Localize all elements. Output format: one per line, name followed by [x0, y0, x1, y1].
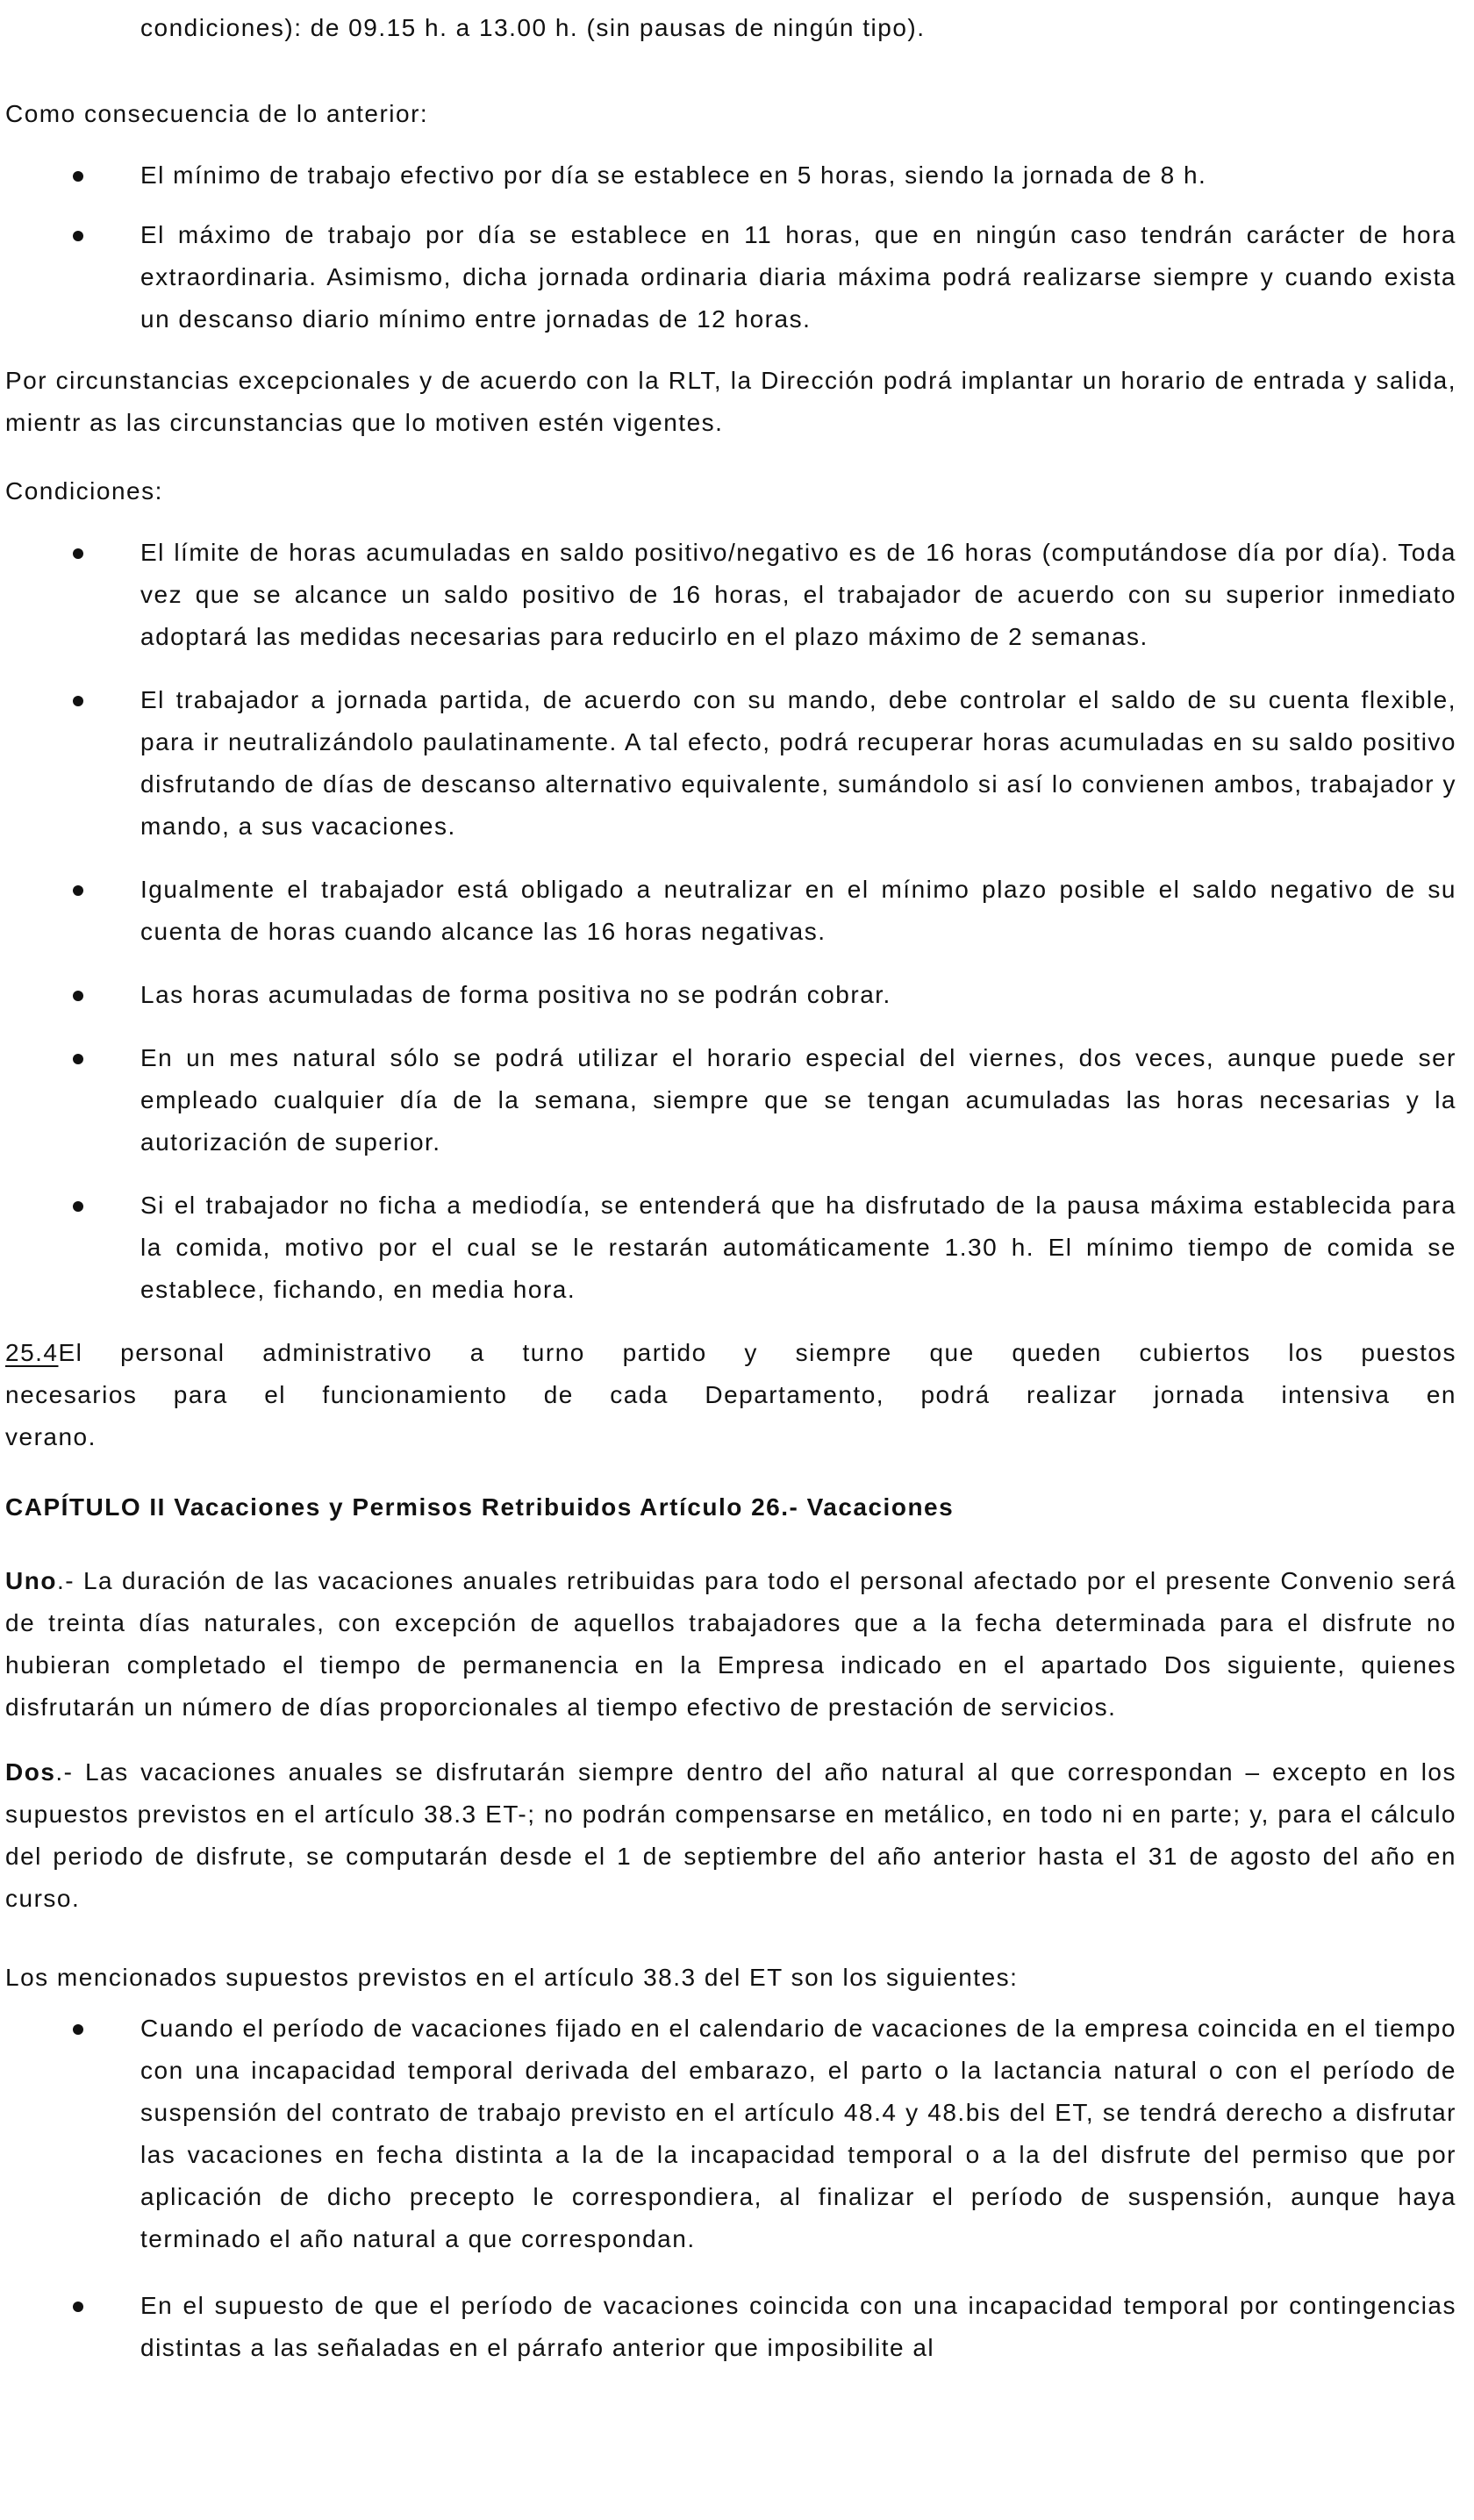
list-item — [140, 1037, 1456, 1163]
list-item-text: El trabajador a jornada partida, de acuerdo con su mando, debe controlar el saldo de su cuenta flexible, para ir neutralizándolo paulatinamente. A tal efecto, podrá recuperar horas acumuladas en su saldo positivo disfrutando de días de descanso alternativo equivalente, sumándolo si así lo convienen ambos, trabajador y mando, a sus vacaciones. — [140, 686, 1456, 840]
list-item-text: En un mes natural sólo se podrá utilizar el horario especial del viernes, dos veces, aunque puede ser empleado cualquier día de la semana, siempre que se tengan acumuladas las horas necesarias y la autorización de superior. — [140, 1044, 1456, 1156]
list-item — [140, 1185, 1456, 1311]
paragraph-25-4 — [5, 1332, 1456, 1458]
list-item — [140, 2285, 1456, 2369]
bullet-icon — [73, 231, 83, 241]
list-item-text: El máximo de trabajo por día se establece en 11 horas, que en ningún caso tendrán carácter de hora extraordinaria. Asimismo, dicha jornada ordinaria diaria máxima podrá realizarse siempre y cuando exista un descanso diario mínimo entre jornadas de 12 horas. — [140, 221, 1456, 333]
list-item — [140, 2008, 1456, 2260]
bullet-icon — [73, 991, 83, 1001]
list-item-text: Las horas acumuladas de forma positiva no se podrán cobrar. — [140, 981, 891, 1008]
paragraph-text: .- La duración de las vacaciones anuales retribuidas para todo el personal afectado por el presente Convenio será de treinta días naturales, con excepción de aquellos trabajadores que a la fecha determinada para el disfrute no hubieran completado el tiempo de permanencia en la Empresa indicado en el apartado Dos siguiente, quienes disfrutarán un número de días proporcionales al tiempo efectivo de prestación de servicios. — [5, 1567, 1456, 1721]
list-item-text: En el supuesto de que el período de vacaciones coincida con una incapacidad temporal por contingencias distintas a las señaladas en el párrafo anterior que imposibilite al — [140, 2292, 1456, 2361]
list-item — [140, 154, 1456, 197]
list-item-text: El límite de horas acumuladas en saldo positivo/negativo es de 16 horas (computándose día por día). Toda vez que se alcance un saldo positivo de 16 horas, el trabajador de acuerdo con su superior inmediato adoptará las medidas necesarias para reducirlo en el plazo máximo de 2 semanas. — [140, 539, 1456, 650]
bullet-icon — [73, 2024, 83, 2035]
bullet-icon — [73, 1054, 83, 1064]
bullet-icon — [73, 171, 83, 182]
list-item — [140, 214, 1456, 340]
paragraph-uno — [5, 1560, 1456, 1729]
paragraph-intro: Como consecuencia de lo anterior: — [5, 100, 429, 127]
bullet-icon — [73, 1201, 83, 1212]
paragraph-lead: Dos — [5, 1758, 56, 1786]
list-item-text: Si el trabajador no ficha a mediodía, se entenderá que ha disfrutado de la pausa máxima establecida para la comida, motivo por el cual se le restarán automáticamente 1.30 h. El mínimo tiempo de comida se establece, fichando, en media hora. — [140, 1192, 1456, 1303]
list-item-text: Cuando el período de vacaciones fijado en el calendario de vacaciones de la empresa coincida en el tiempo con una incapacidad temporal derivada del embarazo, el parto o la lactancia natural o con el período de suspensión del contrato de trabajo previsto en el artículo 48.4 y 48.bis del ET, se tendrá derecho a disfrutar las vacaciones en fecha distinta a la de la incapacidad temporal o a la del disfrute del permiso que por aplicación de dicho precepto le correspondiera, al finalizar el período de suspensión, aunque haya terminado el año natural a que correspondan. — [140, 2015, 1456, 2252]
document-page — [5, 7, 1456, 2369]
clause-text: El personal administrativo a turno partido y siempre que queden cubiertos los puestos necesarios para el funcionamiento de cada Departamento, podrá realizar jornada intensiva en verano. — [5, 1339, 1456, 1450]
bullet-list-condiciones — [5, 532, 1456, 1311]
paragraph-supuestos: Los mencionados supuestos previstos en el artículo 38.3 del ET son los siguientes: — [5, 1964, 1019, 1991]
list-item — [140, 532, 1456, 658]
clause-number: 25.4 — [5, 1339, 59, 1366]
bullet-list-supuestos — [5, 2008, 1456, 2369]
list-item — [140, 679, 1456, 848]
bullet-list-jornada — [5, 154, 1456, 340]
paragraph-text: .- Las vacaciones anuales se disfrutarán siempre dentro del año natural al que correspondan – excepto en los supuestos previstos en el artículo 38.3 ET-; no podrán compensarse en metálico, en todo ni en parte; y, para el cálculo del periodo de disfrute, se computarán desde el 1 de septiembre del año anterior hasta el 31 de agosto del año en curso. — [5, 1758, 1456, 1912]
list-item-text: El mínimo de trabajo efectivo por día se establece en 5 horas, siendo la jornada de 8 h. — [140, 161, 1207, 189]
bullet-icon — [73, 696, 83, 706]
paragraph-condiciones-label: Condiciones: — [5, 477, 163, 505]
list-item — [140, 869, 1456, 953]
paragraph-continuation: condiciones): de 09.15 h. a 13.00 h. (sin pausas de ningún tipo). — [140, 14, 926, 41]
list-item — [140, 974, 1456, 1016]
bullet-icon — [73, 2302, 83, 2312]
bullet-icon — [73, 885, 83, 896]
chapter-heading: CAPÍTULO II Vacaciones y Permisos Retribuidos Artículo 26.- Vacaciones — [5, 1493, 955, 1521]
bullet-icon — [73, 548, 83, 559]
list-item-text: Igualmente el trabajador está obligado a neutralizar en el mínimo plazo posible el saldo negativo de su cuenta de horas cuando alcance las 16 horas negativas. — [140, 876, 1456, 945]
paragraph-rlt: Por circunstancias excepcionales y de acuerdo con la RLT, la Dirección podrá implantar un horario de entrada y salida, mientr as las circunstancias que lo motiven estén vigentes. — [5, 367, 1456, 436]
paragraph-lead: Uno — [5, 1567, 57, 1594]
paragraph-dos — [5, 1751, 1456, 1920]
